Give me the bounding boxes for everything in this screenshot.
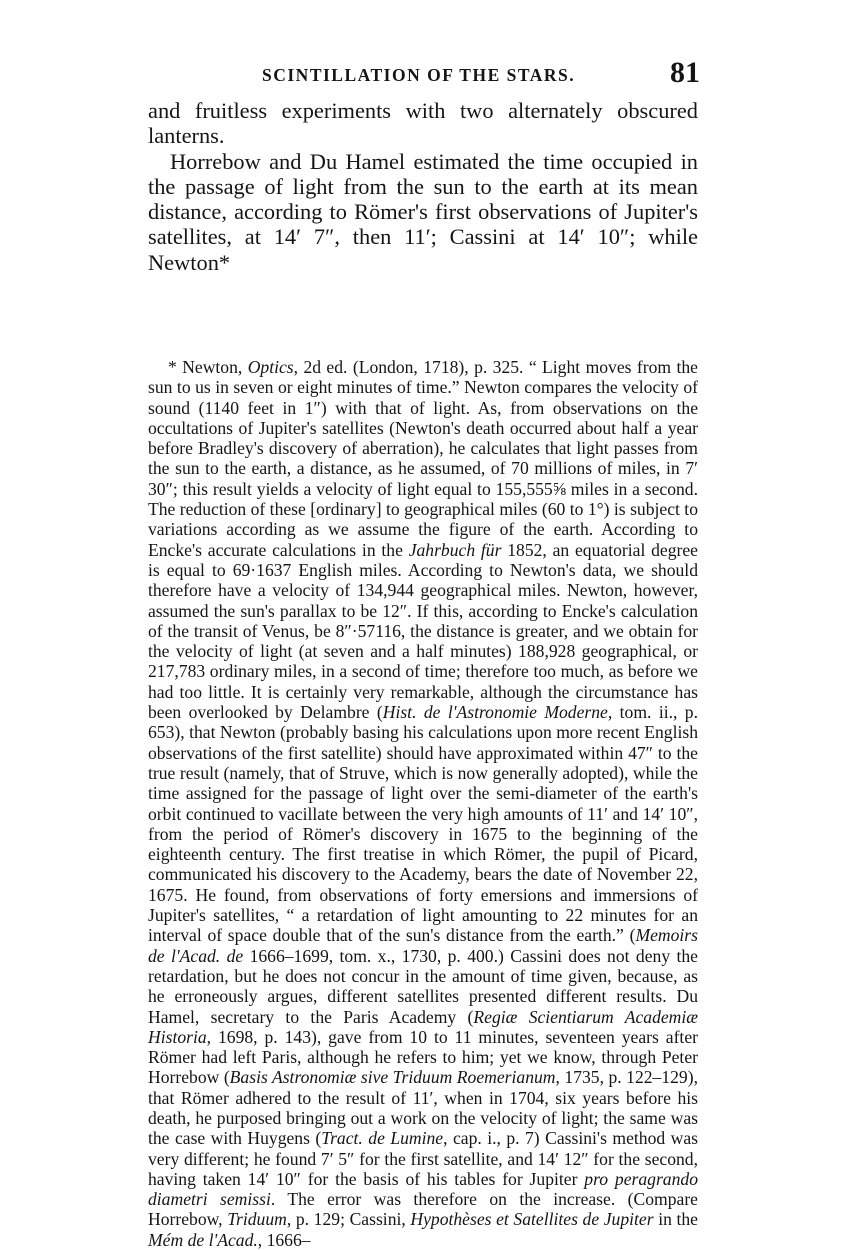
- running-title: SCINTILLATION OF THE STARS.: [262, 65, 576, 85]
- paragraph-horrebow: Horrebow and Du Hamel estimated the time occupied in the passage of light from the sun to the earth at its mean distance, according to Römer's first observations of Jupiter's satellites, at 14′ 7″, then 11′; Cassini at 14′ 10″; while Newton*: [148, 148, 698, 275]
- footnote-text: , cap. i., p. 7) Cassini's method was very different; he found 7′ 5″ for the first satellite, and 14′ 12″ for the second, having taken 14′ 10″ for the basis of his tables for Jupiter: [148, 1128, 698, 1189]
- footnote-italic-title: Triduum: [227, 1209, 287, 1230]
- footnote-italic-title: Memoirs de l'Acad. de: [148, 925, 698, 966]
- footnote-italic-title: Mém de l'Acad.: [148, 1229, 258, 1250]
- footnote-italic-title: Basis Astronomiæ sive Triduum Roemerianum: [229, 1067, 556, 1088]
- footnote-text: Newton,: [182, 357, 248, 377]
- paragraph-continued: and fruitless experiments with two alternately obscured lanterns.: [148, 98, 698, 149]
- footnote-italic-title: Jahrbuch für: [408, 539, 502, 560]
- footnote-text: , tom. ii., p. 653), that Newton (probably basing his calculations upon more recent English observations of the first satellite) should have approximated within 47″ to the true result (namely, that of Struve, which is now generally adopted), while the time assigned for the passage of light over the semi-diameter of the earth's orbit continued to vacillate between the very high amounts of 11′ and 14′ 10″, from the period of Römer's discovery in 1675 to the beginning of the eighteenth century. The first treatise in which Römer, the pupil of Picard, communicated his discovery to the Academy, bears the date of November 22, 1675. He found, from observations of forty emersions and immersions of Jupiter's satellites, “ a retardation of light amounting to 22 minutes for an interval of space double that of the sun's distance from the earth.” (: [148, 702, 698, 946]
- footnote-text: , 1666–: [257, 1229, 311, 1250]
- footnote-text: 1852, an equatorial degree is equal to 69·1637 English miles. According to Newton's data, we should therefore have a velocity of 134,944 geographical miles. Newton, however, assumed the sun's parallax to be 12″. If this, according to Encke's calculation of the transit of Venus, be 8″·57116, the distance is greater, and we obtain for the velocity of light (at seven and a half minutes) 188,928 geographical, or 217,783 ordinary miles, in a second of time; therefore too much, as before we had too little. It is certainly very remarkable, although the circumstance has been overlooked by Delambre (: [148, 539, 698, 723]
- footnote-italic-title: Hist. de l'Astronomie Moderne: [382, 702, 608, 723]
- footnote-italic-title: pro peragrando diametri semissi: [148, 1168, 698, 1210]
- footnote-italic-title: Tract. de Lumine: [321, 1128, 444, 1149]
- footnote-italic-title: Hypothèses et Satellites de Jupiter: [410, 1209, 654, 1230]
- footnote-text: , 1698, p. 143), gave from 10 to 11 minutes, seventeen years after Römer had left Paris, although he refers to him; yet we know, through Peter Horrebow (: [148, 1026, 698, 1088]
- main-text: [148, 98, 698, 275]
- footnote-text: . The error was therefore on the increase. (Compare Horrebow,: [148, 1189, 698, 1230]
- page-header: [150, 58, 700, 94]
- footnote-text: 1666–1699, tom. x., 1730, p. 400.) Cassini does not deny the retardation, but he does not concur in the amount of time given, because, as he erroneously argues, different satellites presented different results. Du Hamel, secretary to the Paris Academy (: [148, 945, 698, 1027]
- footnote-text: , 1735, p. 122–129), that Römer adhered to the result of 11′, when in 1704, six years before his death, he purposed bringing out a work on the velocity of light; the same was the case with Huygens (: [148, 1067, 698, 1149]
- footnote-italic-title: Regiæ Scientiarum Academiæ Historia: [148, 1006, 699, 1047]
- footnote-marker: *: [168, 357, 183, 377]
- page-number: 81: [670, 56, 700, 89]
- footnote-text: , 2d ed. (London, 1718), p. 325. “ Light moves from the sun to us in seven or eight minutes of time.” Newton compares the velocity of sound (1140 feet in 1″) with that of light. As, from observations on the occultations of Jupiter's satellites (Newton's death occurred about half a year before Bradley's discovery of aberration), he calculates that light passes from the sun to the earth, a distance, as he assumed, of 70 millions of miles, in 7′ 30″; this result yields a velocity of light equal to 155,555⅝ miles in a second. The reduction of these [ordinary] to geographical miles (60 to 1°) is subject to variations according as we assume the figure of the earth. According to Encke's accurate calculations in the: [148, 357, 698, 560]
- footnote: [148, 357, 698, 1250]
- footnote-text: , p. 129; Cassini,: [286, 1209, 411, 1230]
- footnote-italic-title: Optics: [247, 357, 294, 377]
- footnote-text: in the: [653, 1209, 698, 1230]
